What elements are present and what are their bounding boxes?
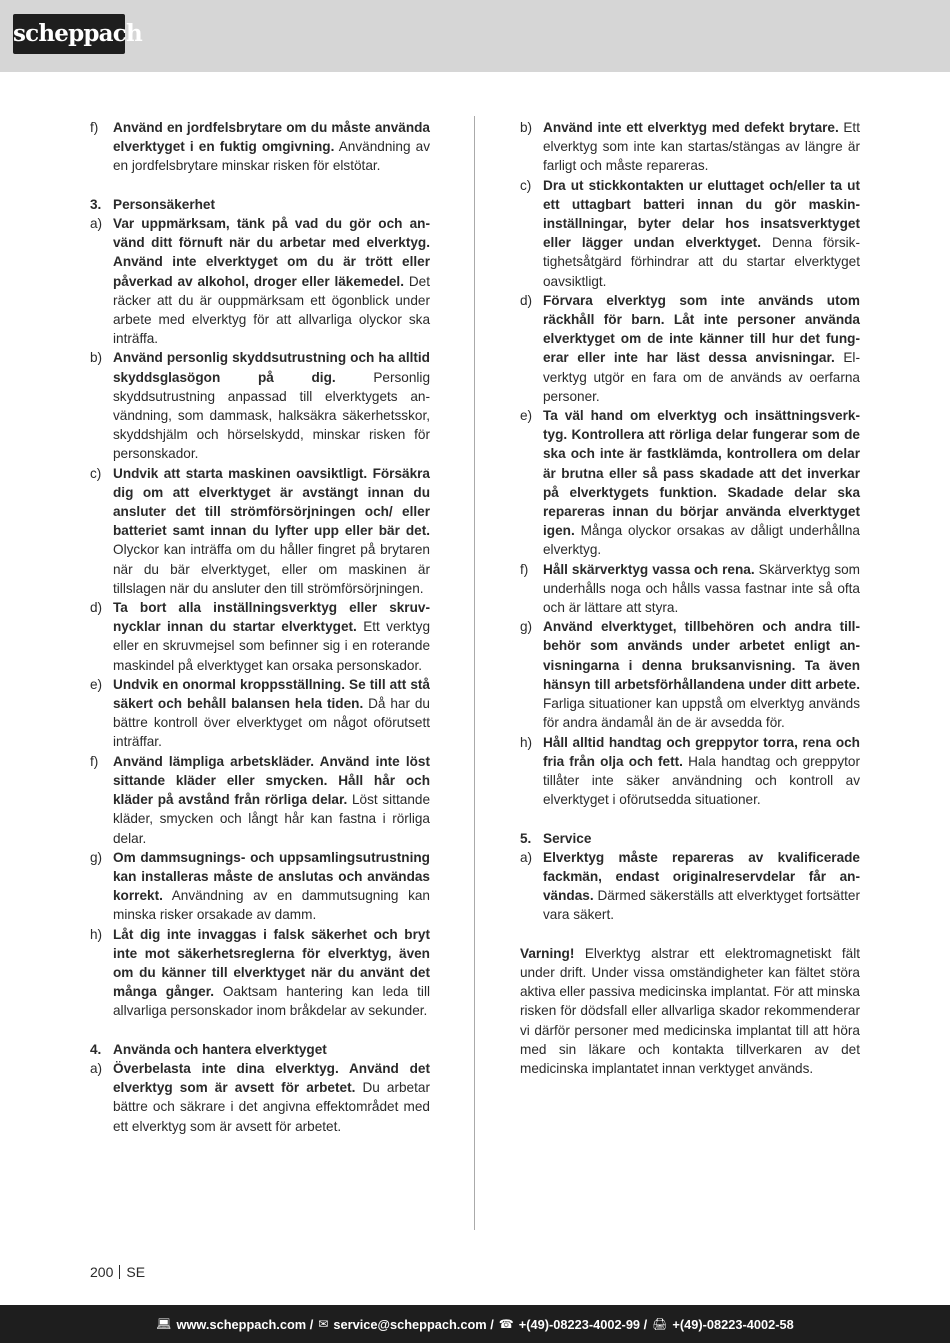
list-item-text	[113, 464, 430, 598]
list-item	[520, 291, 860, 406]
list-item-text	[543, 176, 860, 291]
list-item-label: b)	[90, 350, 103, 366]
list-item-bold-text: Håll alltid handtag och greppytor torra, rena och fria från olja och fett.	[543, 734, 860, 769]
list-item-text	[113, 1059, 430, 1136]
list-item	[90, 675, 430, 752]
right-column	[520, 118, 860, 1078]
list-item-label: d)	[90, 600, 103, 616]
list-item-normal-text: Användning av en dammutsugning kan minska risker orsakade av damm.	[113, 888, 430, 923]
list-item-bold-text: Var uppmärksam, tänk på vad du gör och använd ditt förnuft när du arbetar med elverktyg. Använd inte elverktyget om du är trött eller påverkad av alkohol, droger eller läkemedel.	[113, 216, 430, 289]
list-item-bold-text: Personsäkerhet	[113, 196, 216, 212]
list-item-bold-text: Använd en jordfelsbrytare om du måste använda elverktyget i en fuktig omgivning.	[113, 120, 430, 155]
list-item-label: c)	[90, 465, 102, 481]
list-item-text	[543, 118, 860, 176]
spacer	[520, 925, 860, 944]
list-item	[90, 348, 430, 463]
list-item-label: a)	[520, 849, 533, 865]
list-item-label: f)	[520, 561, 529, 577]
footer-website[interactable]: www.scheppach.com /	[176, 1316, 314, 1332]
list-item-bold-text: Använda och hantera elverktyget	[113, 1041, 327, 1057]
list-item-label: e)	[90, 676, 103, 692]
list-item-label: 3.	[90, 196, 102, 212]
list-item-label: h)	[90, 926, 103, 942]
list-item	[520, 406, 860, 560]
list-item-bold-text: Undvik att starta maskinen oavsiktligt. Försäkra dig om att elverktyget är avstängt innan du ansluter det till strömförsörjningen och/ eller batteriet samt innan du lyfter upp eller bär det.	[113, 465, 430, 539]
list-item	[90, 848, 430, 925]
list-item-bold-text: Ta väl hand om elverktyg och insättningsverktyg. Kontrollera att rörliga delar fungerar som de ska och inte är fastklämda, kontrollera om delar är brutna eller så pass skadade att det inverkar på elverktygets funktion. Skadade delar ska repareras innan du börjar använda elverktyget igen.	[543, 408, 860, 539]
list-item-normal-text: Personlig skyddsutrustning anpassad till elverktygets användning, som dammask, halksäkra säkerhetsskor, skyddshjälm och hörselskydd, minskar risken för personskador.	[113, 369, 431, 462]
list-item	[520, 560, 860, 618]
list-item-bold-text: Håll skärverktyg vassa och rena.	[543, 561, 755, 577]
list-item-bold-text: Överbelasta inte dina elverktyg. Använd det elverktyg som är avsett för arbetet.	[113, 1060, 430, 1096]
list-item-text	[113, 348, 430, 463]
list-item-normal-text: Många olyckor orsakas av dåligt underhållna elverktyg.	[543, 523, 860, 558]
page-footer	[0, 1305, 950, 1343]
list-item-text	[543, 406, 860, 560]
list-item	[90, 1059, 430, 1136]
warning-text: Elverktyg alstrar ett elektromagnetiskt fält under drift. Under vissa omständigheter kan fältet störa aktiva eller passiva medicinska implantat. För att minska risken för dödsfall eller allvarliga skador rekommenderar vi därför personer med medicinska implantat till att höra med sin läkare och kontakta tillverkaren av det medicinska implantatet innan verktyget används.	[520, 945, 860, 1076]
list-item-label: g)	[90, 849, 103, 865]
list-item-label: f)	[90, 120, 99, 135]
list-item-text	[543, 733, 860, 810]
list-item-normal-text: Ett elverktyg som inte kan startas/stängas av längre är farligt och måste repareras.	[543, 120, 860, 174]
list-item-text	[113, 848, 430, 925]
footer-email[interactable]: service@scheppach.com /	[333, 1316, 494, 1332]
list-item-label: d)	[520, 292, 533, 308]
list-item-bold-text: Låt dig inte invaggas i falsk säkerhet och bryt inte mot säkerhetsreglerna för elverktyg, även om du känner till elverktyget när du använt det många gånger.	[113, 926, 430, 1000]
list-item-normal-text: Därmed säkerställs att elverktyget fortsätter vara säkert.	[543, 888, 860, 923]
warning-label: Varning!	[520, 945, 575, 961]
list-item-normal-text: Hala handtag och greppytor tillåter inte säker användning och kontroll av elverktyget i oförutsedda situationer.	[543, 753, 860, 808]
list-item	[520, 176, 860, 291]
list-item-normal-text: Du arbetar bättre och säkrare i det angivna effektområdet med ett elverktyg som är avsett för arbetet.	[113, 1080, 430, 1134]
list-item-bold-text: Använd inte ett elverktyg med defekt brytare.	[543, 120, 839, 135]
list-item-normal-text: Elverktyg utgör en fara om de används av oerfarna personer.	[543, 350, 860, 404]
page-number-block	[90, 1264, 145, 1280]
list-item	[520, 848, 860, 925]
list-item-label: e)	[520, 408, 533, 424]
footer-fax: +(49)-08223-4002-58	[672, 1316, 794, 1332]
list-item-label: a)	[90, 216, 103, 231]
page-header	[0, 0, 950, 72]
list-item-text	[113, 675, 430, 752]
footer-phone: +(49)-08223-4002-99 /	[518, 1316, 648, 1332]
list-item-bold-text: Ta bort alla inställningsverktyg eller skruvnycklar innan du startar elverktyget.	[113, 600, 430, 635]
list-item-bold-text: Använd personlig skyddsutrustning och ha alltid skyddsglasögon på dig.	[113, 350, 430, 385]
list-item-text	[543, 560, 860, 618]
left-column	[90, 118, 430, 1136]
list-item-normal-text: Då har du bättre kontroll över elverktyget om något oförutsett inträffar.	[113, 696, 430, 750]
list-item-text	[113, 118, 430, 176]
list-item-text	[113, 925, 430, 1021]
list-item	[520, 829, 860, 848]
list-item-normal-text: Det räcker att du är ouppmärksam ett ögonblick under arbete med elverktyg för att allvarliga olyckor ska inträffa.	[113, 273, 430, 347]
list-item-text	[543, 291, 860, 406]
list-item-normal-text: Oaktsam hantering kan leda till allvarliga personskador inom bråkdelar av sekunder.	[113, 984, 430, 1019]
list-item-bold-text: Service	[543, 830, 592, 846]
scheppach-logo: scheppach	[13, 14, 125, 54]
list-item-label: c)	[520, 177, 532, 193]
list-item-normal-text: Löst sittande kläder, smycken och långt hår kan fastna i rörliga delar.	[113, 792, 430, 846]
list-item	[90, 195, 430, 214]
list-item-text	[543, 617, 860, 732]
list-item	[90, 464, 430, 598]
language-code: SE	[126, 1264, 146, 1280]
list-item-normal-text: Denna försiktighetsåtgärd förhindrar att du startar elverktyget oavsiktligt.	[543, 235, 860, 289]
list-item-bold-text: Dra ut stickkontakten ur eluttaget och/eller ta ut ett uttagbart batteri innan du gör maskininställningar, byter delar hos insatsverktyget eller lägger undan elverktyget.	[543, 177, 860, 251]
list-item	[90, 214, 430, 348]
spacer	[90, 1021, 430, 1040]
list-item	[90, 598, 430, 675]
list-item-bold-text: Elverktyg måste repareras av kvalificerade fackmän, endast originalreservdelar får användas.	[543, 849, 860, 904]
spacer	[90, 176, 430, 195]
list-item-text	[113, 1040, 430, 1059]
list-item-text	[113, 214, 430, 348]
mail-icon: ✉︎	[318, 1317, 329, 1331]
list-item-bold-text: Använd lämpliga arbetskläder. Använd inte löst sittande kläder eller smycken. Håll hår och kläder på avstånd från rörliga delar.	[113, 753, 430, 808]
list-item-text	[543, 829, 860, 848]
list-item-normal-text: Farliga situationer kan uppstå om elverktyg används för andra ändamål än de är avsedda för.	[543, 696, 860, 731]
phone-icon: ☎︎	[498, 1317, 514, 1331]
list-item-normal-text: Användning av en jordfelsbrytare minskar risken för elstötar.	[113, 139, 431, 174]
list-item-label: 5.	[520, 830, 532, 846]
list-item	[90, 925, 430, 1021]
list-item	[90, 1040, 430, 1059]
list-item-label: h)	[520, 734, 533, 750]
list-item-normal-text: Olyckor kan inträffa om du håller fingret på brytaren när du bär elverktyget, eller om maskinen är tillslagen när du ansluter den till strömförsörjningen.	[113, 542, 430, 596]
list-item	[520, 617, 860, 732]
page-number: 200	[90, 1264, 114, 1280]
list-item-bold-text: Använd elverktyget, tillbehören och andra tillbehör som används under arbetet enligt anvisningarna i denna bruksanvisning. Ta även hänsyn till arbetsförhållandena under ditt arbete.	[543, 619, 860, 692]
list-item-label: a)	[90, 1060, 103, 1076]
list-item-label: f)	[90, 753, 99, 769]
list-item-normal-text: Skärverktyg som underhålls noga och hålls vassa fastnar inte så ofta och är lättare att styra.	[543, 561, 860, 616]
list-item	[90, 752, 430, 848]
list-item-text	[113, 195, 430, 214]
list-item-label: b)	[520, 120, 533, 135]
list-item-label: g)	[520, 619, 533, 635]
spacer	[520, 809, 860, 828]
fax-icon: 🖨︎	[652, 1317, 668, 1331]
list-item-bold-text: Undvik en onormal kroppsställning. Se till att stå säkert och behåll balansen hela tiden.	[113, 676, 430, 712]
list-item-bold-text: Om dammsugnings- och uppsamlingsutrustning kan installeras måste de anslutas och användas korrekt.	[113, 849, 430, 904]
list-item-text	[543, 848, 860, 925]
computer-icon: 💻︎	[156, 1317, 172, 1331]
list-item	[520, 118, 860, 176]
warning-paragraph	[520, 944, 860, 1078]
column-divider	[474, 116, 475, 1230]
list-item-normal-text: Ett verktyg eller en skruvmejsel som befinner sig i en roterande maskindel på elverktyget kan orsaka personskador.	[113, 619, 430, 673]
page-number-separator	[119, 1265, 120, 1279]
list-item	[90, 118, 430, 176]
list-item-bold-text: Förvara elverktyg som inte används utom räckhåll för barn. Låt inte personer använda elverktyget om de inte känner till hur det fungerar eller inte har läst dessa anvisningar.	[543, 292, 860, 366]
list-item-text	[113, 598, 430, 675]
list-item	[520, 733, 860, 810]
list-item-text	[113, 752, 430, 848]
list-item-label: 4.	[90, 1041, 102, 1057]
